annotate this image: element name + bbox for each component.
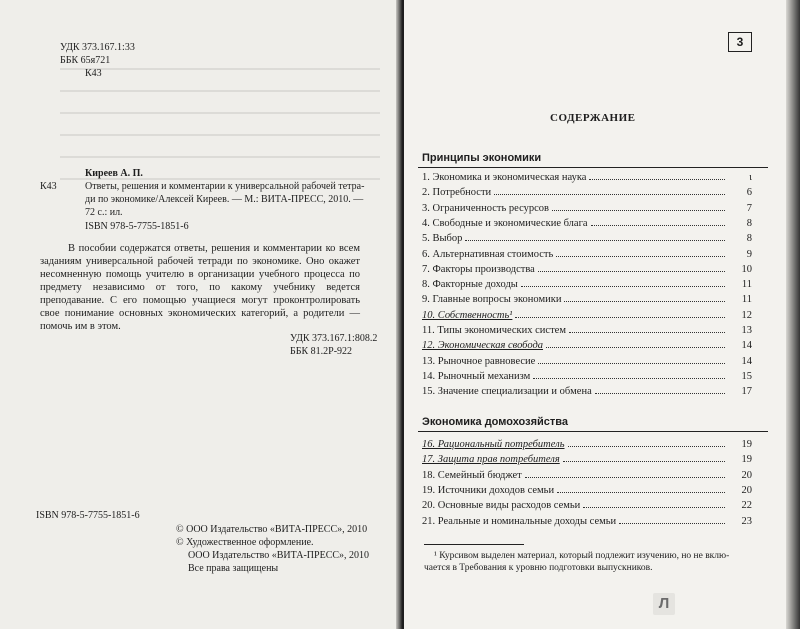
toc-leader-dots <box>538 271 725 272</box>
toc-entry-page: ι <box>749 172 752 183</box>
toc-entry-page: 22 <box>741 500 752 512</box>
toc-leader-dots <box>546 347 725 348</box>
toc-leader-dots <box>564 301 725 302</box>
toc-entry-title: 13. Рыночное равновесие <box>422 355 536 367</box>
toc-leader-dots <box>465 240 725 241</box>
toc-entry <box>422 466 752 481</box>
toc-leader-dots <box>557 492 725 493</box>
toc-entry <box>422 382 752 397</box>
toc-entry-page: 10 <box>741 263 752 275</box>
toc-leader-dots <box>619 523 725 524</box>
toc-entry <box>422 496 752 511</box>
toc-entry-page: 8 <box>746 233 752 245</box>
toc-leader-dots <box>538 363 725 364</box>
description-line-1: Ответы, решения и комментарии к универсальной рабочей тетра- <box>85 181 365 192</box>
toc-entry-title: 7. Факторы производства <box>422 263 535 275</box>
toc-leader-dots <box>568 446 726 447</box>
toc-entry <box>422 450 752 465</box>
toc-entry-title: 6. Альтернативная стоимость <box>422 248 554 260</box>
toc-entry <box>422 367 752 382</box>
toc-entry-title: 9. Главные вопросы экономики <box>422 294 562 306</box>
toc-leader-dots <box>552 210 725 211</box>
udk-code: УДК 373.167.1:33 <box>60 42 135 53</box>
toc-entry <box>422 168 752 183</box>
toc-entry-page: 11 <box>741 279 752 291</box>
section-heading-household: Экономика домохозяйства <box>422 416 569 428</box>
toc-leader-dots <box>583 507 725 508</box>
toc-entry-title: 5. Выбор <box>422 233 463 245</box>
toc-entry-title: 4. Свободные и экономические блага <box>422 217 588 229</box>
toc-entry <box>422 352 752 367</box>
toc-leader-dots <box>589 179 725 180</box>
toc-leader-dots <box>533 378 725 379</box>
toc-entry-page: 19 <box>741 454 752 466</box>
toc-entry <box>422 512 752 527</box>
toc-entry-page: 20 <box>741 484 752 496</box>
bbk-code: ББК 65я721 <box>60 55 111 66</box>
contents-title: СОДЕРЖАНИЕ <box>550 112 636 124</box>
toc-entry-title: 21. Реальные и номинальные доходы семьи <box>422 515 617 527</box>
toc-leader-dots <box>595 393 725 394</box>
author-name: Киреев А. П. <box>85 168 143 179</box>
toc-entry-title: 17. Защита прав потребителя <box>422 454 560 466</box>
toc-leader-dots <box>515 317 725 318</box>
toc-entry-page: 7 <box>746 202 752 214</box>
toc-entry-title: 8. Факторные доходы <box>422 279 518 291</box>
toc-leader-dots <box>525 477 725 478</box>
toc-leader-dots <box>563 461 725 462</box>
toc-entry-title: 12. Экономическая свобода <box>422 340 544 352</box>
section-rule <box>418 431 768 432</box>
toc-entry-title: 15. Значение специализации и обмена <box>422 386 592 398</box>
copyright-line-4: Все права защищены <box>188 563 279 574</box>
toc-entry <box>422 481 752 496</box>
toc-entry <box>422 275 752 290</box>
isbn-top: ISBN 978-5-7755-1851-6 <box>85 221 189 232</box>
toc-entry-page: 14 <box>741 340 752 352</box>
toc-entry <box>422 336 752 351</box>
toc-entry-page: 14 <box>741 355 752 367</box>
toc-entry <box>422 435 752 450</box>
toc-entry-page: 15 <box>741 370 752 382</box>
toc-entry <box>422 183 752 198</box>
toc-entry <box>422 214 752 229</box>
footnote-rule <box>424 544 524 545</box>
toc-entry-title: 2. Потребности <box>422 187 492 199</box>
toc-entry-page: 11 <box>741 294 752 306</box>
footnote-line-1: ¹ Курсивом выделен материал, который подлежит изучению, но не вклю- <box>434 551 730 561</box>
toc-entry <box>422 245 752 260</box>
toc-entry-page: 13 <box>741 325 752 336</box>
toc-entry-title: 1. Экономика и экономическая наука <box>422 172 587 183</box>
toc-entry-page: 8 <box>746 217 752 229</box>
toc-entry-title: 19. Источники доходов семьи <box>422 484 555 496</box>
toc-entry-title: 20. Основные виды расходов семьи <box>422 500 581 512</box>
toc-entry-page: 23 <box>741 515 752 527</box>
author-mark-margin: К43 <box>40 181 57 192</box>
toc-entry-title: 18. Семейный бюджет <box>422 469 522 481</box>
annotation-text: В пособии содержатся ответы, решения и комментарии ко всем заданиям универсальной рабочей тетради по экономике. Оно окажет несомненную помощь учителю в организации учебного процесса по предмету независимо от того, по какому учебнику ведется преподавание. С его помощью учащиеся могут проконтролировать свое понимание основных экономических категорий, а родители — помочь им в этом. <box>40 243 360 332</box>
toc-leader-dots <box>494 194 725 195</box>
toc-entry-title: 3. Ограниченность ресурсов <box>422 202 549 214</box>
author-mark: К43 <box>85 68 102 79</box>
section-heading-principles: Принципы экономики <box>422 152 542 164</box>
toc-entry-page: 17 <box>741 386 752 398</box>
toc-leader-dots <box>591 225 725 226</box>
toc-entry-page: 6 <box>746 187 752 199</box>
description-line-2: ди по экономике/Алексей Киреев. — М.: ВИТА-ПРЕСС, 2010. — <box>85 194 364 205</box>
right-page <box>404 0 800 629</box>
toc-entry-title: 16. Рациональный потребитель <box>422 439 565 450</box>
toc-leader-dots <box>569 332 725 333</box>
copyright-line-3: ООО Издательство «ВИТА-ПРЕСС», 2010 <box>188 550 370 561</box>
toc-entry-page: 9 <box>746 248 752 260</box>
bbk-code-2: ББК 81.2Р-922 <box>290 346 353 357</box>
scan-right-edge <box>786 0 800 629</box>
toc-entry-title: 10. Собственность¹ <box>422 309 513 321</box>
bleed-through-shadow <box>60 60 380 180</box>
copyright-line-1: © ООО Издательство «ВИТА-ПРЕСС», 2010 <box>176 524 368 535</box>
copyright-line-2: © Художественное оформление. <box>176 537 314 548</box>
toc-entry <box>422 199 752 214</box>
toc-entry-page: 20 <box>741 469 752 481</box>
toc-entry-title: 11. Типы экономических систем <box>422 325 566 336</box>
toc-entry <box>422 260 752 275</box>
watermark-logo: Л <box>653 593 675 615</box>
toc-entry <box>422 290 752 305</box>
toc-entry <box>422 306 752 321</box>
toc-entry <box>422 321 752 336</box>
toc-entry <box>422 229 752 244</box>
toc-entry-page: 19 <box>741 439 752 450</box>
udk-code-2: УДК 373.167.1:808.2 <box>290 333 378 344</box>
toc-entry-page: 12 <box>741 309 752 321</box>
toc-leader-dots <box>521 286 725 287</box>
toc-entry-title: 14. Рыночный механизм <box>422 370 531 382</box>
toc-leader-dots <box>556 256 725 257</box>
description-line-3: 72 с.: ил. <box>85 207 123 218</box>
isbn-bottom: ISBN 978-5-7755-1851-6 <box>36 510 140 521</box>
footnote-line-2: чается в Требования к уровню подготовки выпускников. <box>424 563 653 573</box>
page-number: 3 <box>728 32 752 52</box>
